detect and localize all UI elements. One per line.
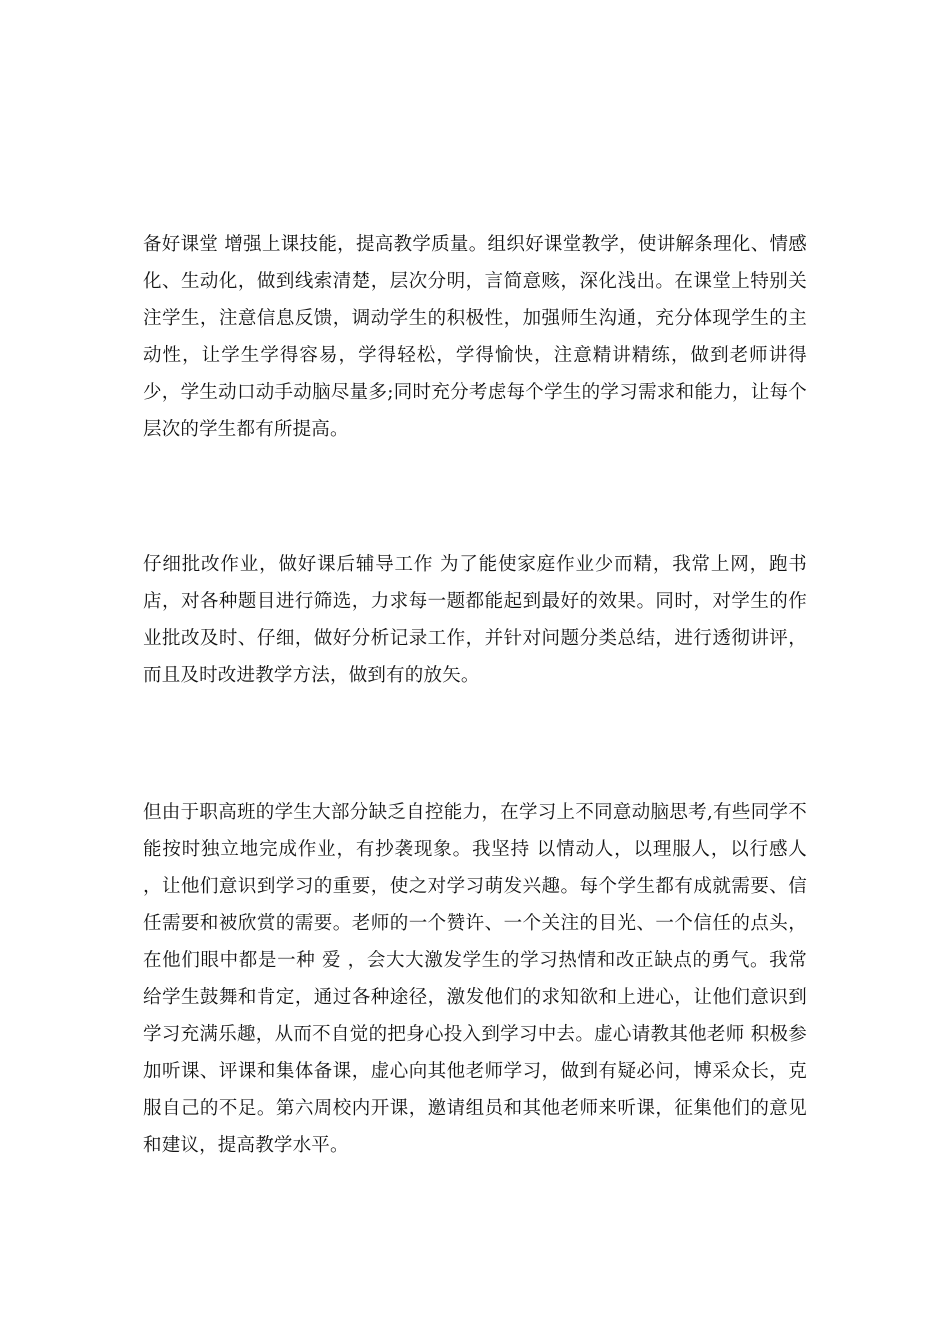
paragraph-student-motivation: 但由于职高班的学生大部分缺乏自控能力，在学习上不同意动脑思考,有些同学不能按时独立地完成作业，有抄袭现象。我坚持 以情动人，以理服人，以行感人 ，让他们意识到学习的重要，使之对学习萌发兴趣。每个学生都有成就需要、信任需要和被欣赏的需要。老师的一个赞许、一个关注的目光、一个信任的点头，在他们眼中都是一种 爱 ，会大大激发学生的学习热情和改正缺点的勇气。我常给学生鼓舞和肯定，通过各种途径，激发他们的求知欲和上进心，让他们意识到学习充满乐趣，从而不自觉的把身心投入到学习中去。虚心请教其他老师 积极参加听课、评课和集体备课，虚心向其他老师学习，做到有疑必问，博采众长，克服自己的不足。第六周校内开课，邀请组员和其他老师来听课，征集他们的意见和建议，提高教学水平。 <box>143 802 807 1156</box>
paragraph-homework-correction: 仔细批改作业，做好课后辅导工作 为了能使家庭作业少而精，我常上网，跑书店，对各种题目进行筛选，力求每一题都能起到最好的效果。同时，对学生的作业批改及时、仔细，做好分析记录工作，并针对问题分类总结，进行透彻讲评，而且及时改进教学方法，做到有的放矢。 <box>143 554 807 686</box>
paragraph-lesson-preparation: 备好课堂 增强上课技能，提高教学质量。组织好课堂教学，使讲解条理化、情感化、生动化，做到线索清楚，层次分明，言简意赅，深化浅出。在课堂上特别关注学生，注意信息反馈，调动学生的积极性，加强师生沟通，充分体现学生的主动性，让学生学得容易，学得轻松，学得愉快，注意精讲精练，做到老师讲得少，学生动口动手动脑尽量多;同时充分考虑每个学生的学习需求和能力，让每个层次的学生都有所提高。 <box>143 234 807 440</box>
